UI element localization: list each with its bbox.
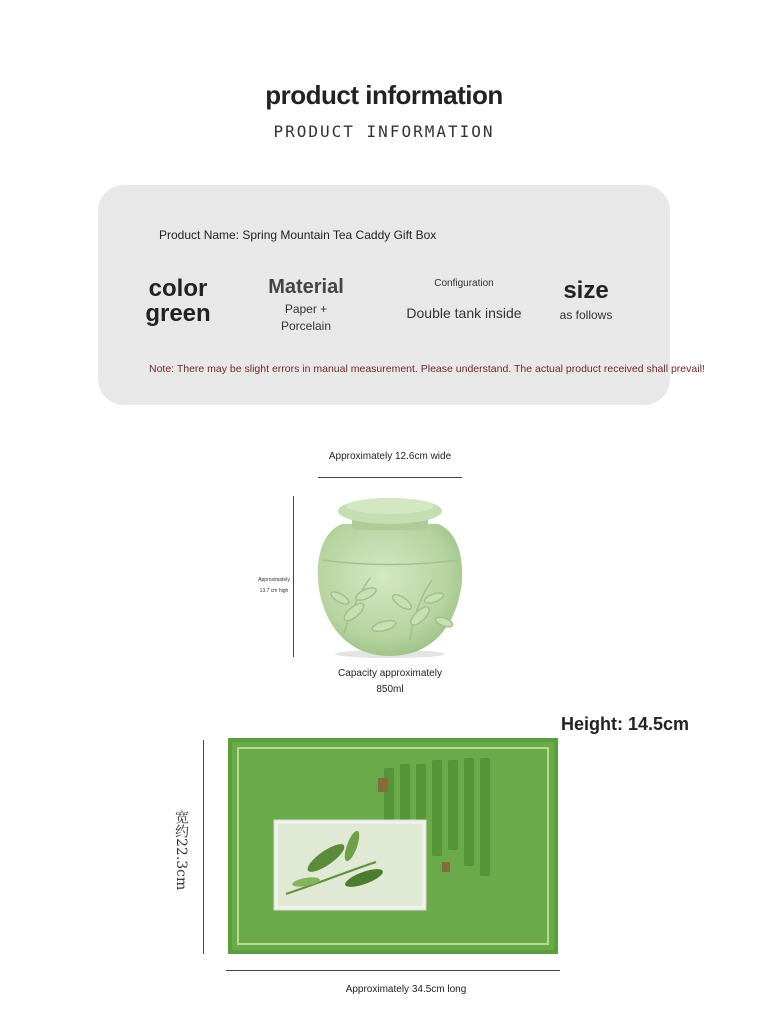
- color-value: green: [145, 300, 211, 327]
- color-cell: [140, 276, 216, 326]
- box-height-label: Height: 14.5cm: [561, 714, 690, 734]
- configuration-value: Double tank inside: [406, 305, 522, 321]
- box-length-label: Approximately 34.5cm long: [345, 984, 467, 995]
- tea-jar-image: [314, 494, 466, 660]
- size-cell: [546, 278, 626, 324]
- material-value-2: Porcelain: [280, 319, 332, 333]
- jar-width-label: Approximately 12.6cm wide: [328, 451, 452, 462]
- jar-capacity-2: 850ml: [376, 684, 404, 695]
- configuration-label: Configuration: [434, 278, 494, 289]
- material-value-1: Paper +: [284, 302, 328, 316]
- configuration-cell: [398, 278, 530, 321]
- product-name: Product Name: Spring Mountain Tea Caddy Gift Box: [159, 228, 437, 242]
- jar-capacity-1: Capacity approximately: [338, 668, 442, 679]
- material-label: Material: [268, 276, 344, 298]
- page-title: product information: [265, 80, 503, 110]
- box-length-line: [226, 970, 560, 971]
- size-value: as follows: [559, 308, 613, 322]
- jar-width-line: [318, 477, 462, 478]
- jar-height-label-1: Approximately: [258, 577, 290, 583]
- jar-height-label-2: 13.7 cm high: [259, 588, 289, 594]
- measurement-note: Note: There may be slight errors in manual measurement. Please understand. The actual product received shall prevail!: [149, 363, 705, 375]
- color-label: color: [148, 275, 208, 302]
- box-width-line: [203, 740, 204, 954]
- jar-height-label: [248, 575, 300, 597]
- box-width-label: 宽约22.3cm: [173, 810, 189, 891]
- gift-box-image: [226, 734, 562, 958]
- size-label: size: [563, 277, 609, 304]
- jar-capacity: [318, 666, 462, 698]
- page-subtitle: PRODUCT INFORMATION: [273, 122, 495, 141]
- material-cell: [256, 276, 356, 335]
